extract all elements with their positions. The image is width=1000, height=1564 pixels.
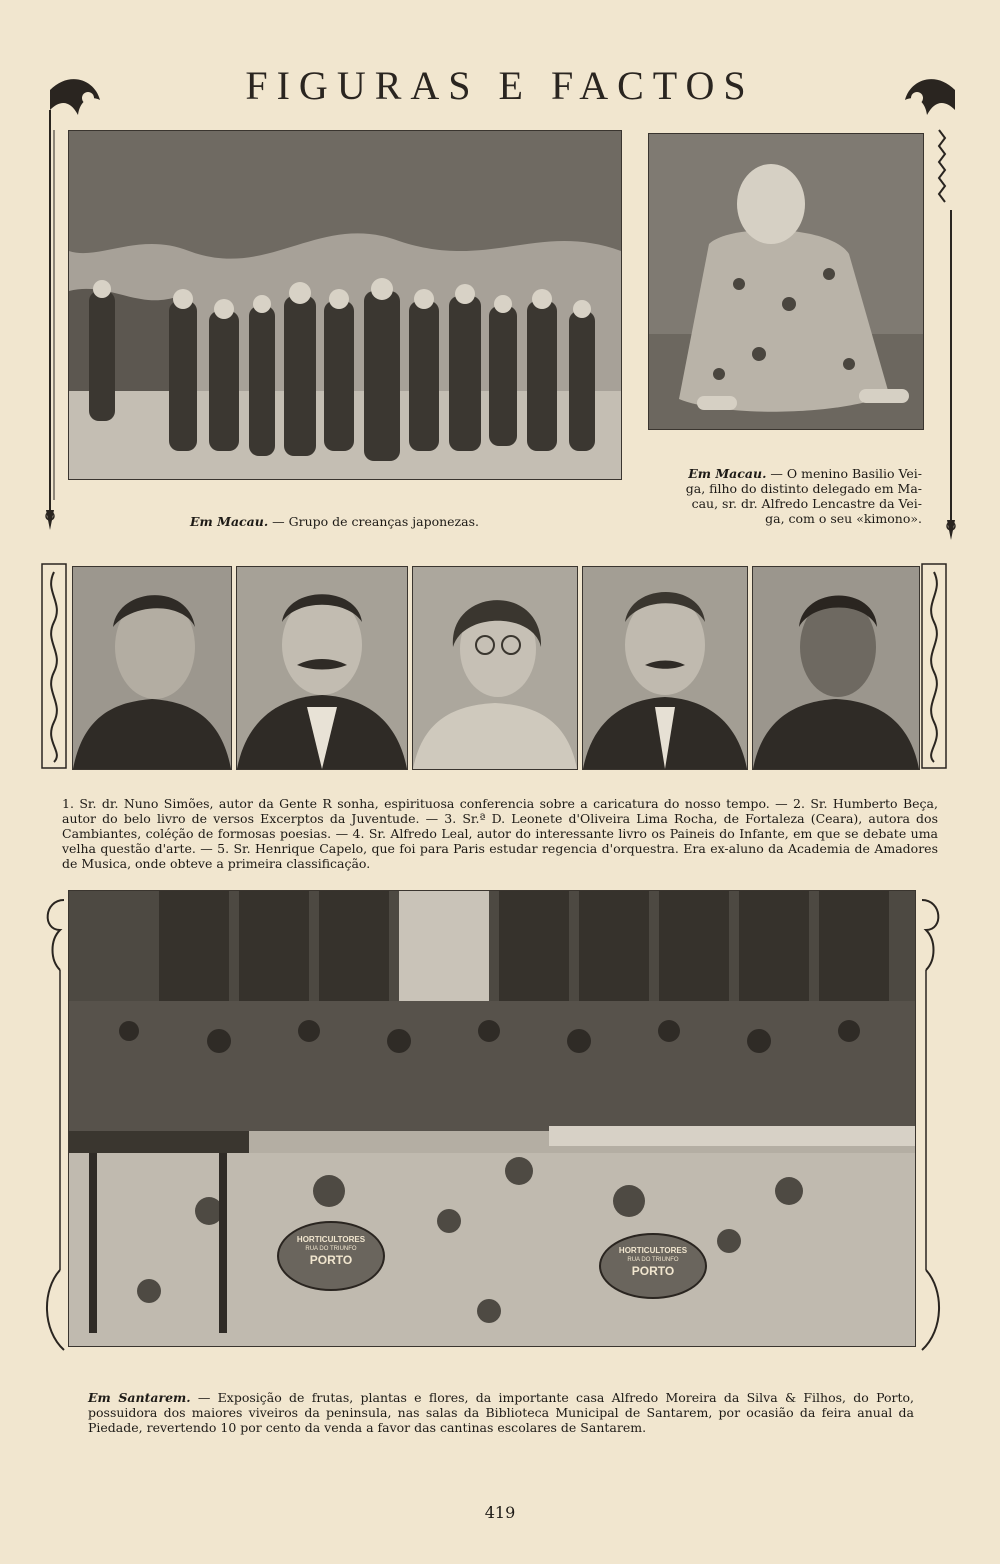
page-title: FIGURAS E FACTOS — [245, 63, 755, 108]
ornament-bottom-left — [40, 890, 68, 1360]
portrait-4 — [582, 566, 748, 770]
sign-line: HORTICULTORES — [618, 1246, 688, 1255]
caption-boy-kimono — [648, 466, 922, 526]
caption-line: ga, com o seu «kimono». — [765, 511, 922, 526]
caption-portraits: 1. Sr. dr. Nuno Simões, autor da Gente R sonha, espirituosa conferencia sobre a caricatura do nosso tempo. — 2. Sr. Humberto Beça, autor do belo livro de versos Excerptos da Juventude. — 3. Sr.ª D. Leonete d'Oliveira Lima Rocha, de Fortaleza (Ceara), autora dos Cambiantes, coléção de formosas poesias. — 4. Sr. Alfredo Leal, autor do interessante livro os Paineis do Infante, em que se debate uma velha questão d'arte. — 5. Sr. Henrique Capelo, que foi para Paris estudar regencia d'orquestra. Era ex-aluno da Academia de Amadores de Musica, onde obteve a primeira classificação. — [62, 796, 938, 871]
sign-line: PORTO — [309, 1253, 353, 1267]
caption-line: — O menino Basilio Vei- — [766, 466, 922, 481]
portrait-5 — [752, 566, 920, 770]
photo-exhibition-santarem — [68, 890, 916, 1347]
ornament-bottom-right — [918, 890, 946, 1360]
sign-line: RUA DO TRIUNFO — [305, 1246, 357, 1252]
caption-exhibition-santarem — [88, 1390, 914, 1435]
photo-children-macau — [68, 130, 622, 480]
sign-line: PORTO — [631, 1264, 675, 1278]
portrait-2 — [236, 566, 408, 770]
caption-lead: Em Macau. — [688, 466, 767, 481]
caption-text: — Grupo de creanças japonezas. — [268, 514, 479, 529]
portrait-1 — [72, 566, 232, 770]
sign-horticultores-right — [599, 1233, 707, 1299]
sign-horticultores-left — [277, 1221, 385, 1291]
caption-line: ga, filho do distinto delegado em Ma- — [685, 481, 922, 496]
caption-text: — Exposição de frutas, plantas e flores, da importante casa Alfredo Moreira da Silva & Filhos, do Porto, possuidora dos maiores viveiros da peninsula, nas salas da Biblioteca Municipal de Santarem, por ocasião da feira anual da Piedade, revertendo 10 por cento da venda a favor das cantinas escolares de Santarem. — [88, 1390, 915, 1435]
page-number: 419 — [484, 1503, 516, 1522]
sign-line: RUA DO TRIUNFO — [627, 1257, 679, 1263]
caption-line: cau, sr. dr. Alfredo Lencastre da Vei- — [691, 496, 922, 511]
caption-lead: Em Macau. — [190, 514, 269, 529]
sign-line: HORTICULTORES — [296, 1235, 366, 1244]
photo-boy-kimono — [648, 133, 924, 430]
ornament-middle-right — [920, 562, 948, 770]
portrait-3 — [412, 566, 578, 770]
ornament-middle-left — [40, 562, 68, 770]
caption-children-macau — [190, 514, 630, 529]
caption-lead: Em Santarem. — [88, 1390, 191, 1405]
